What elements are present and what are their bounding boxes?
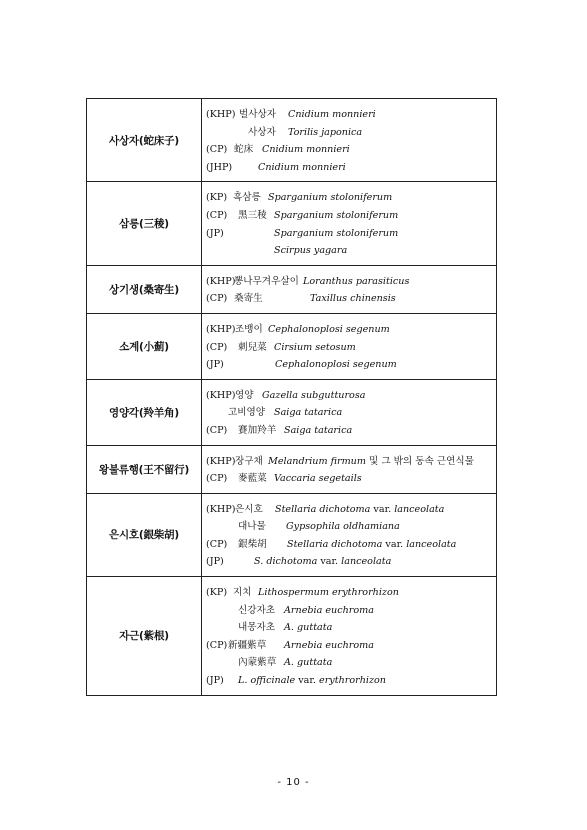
scientific-name-part: Cnidium monnieri [288, 109, 376, 120]
pharmacopoeia-code: (JP) [206, 359, 224, 371]
herb-table-body [87, 99, 497, 696]
scientific-name-part: Vaccaria segetails [274, 473, 362, 485]
scientific-name-part: Saiga tatarica [274, 407, 343, 419]
source-cell [202, 445, 497, 493]
scientific-name [274, 339, 356, 357]
source-line [202, 422, 496, 440]
pharmacopoeia-code: (CP) [206, 538, 228, 550]
pharmacopoeia-code: (KHP) [206, 275, 236, 287]
source-line [202, 339, 496, 357]
source-cell [202, 379, 497, 445]
scientific-name [238, 672, 386, 690]
pharmacopoeia-code: (KP) [206, 587, 228, 599]
local-name: 桑寄生 [234, 293, 263, 305]
scientific-name-part: Scirpus yagara [274, 245, 348, 257]
local-name: 조뱅이 [235, 323, 263, 335]
scientific-name-part: Saiga tatarica [284, 424, 353, 436]
scientific-name-part: L. officinale [238, 675, 296, 687]
pharmacopoeia-code: (CP) [206, 209, 228, 221]
scientific-name-part: Torilis japonica [288, 126, 363, 138]
local-name: 사상자 [248, 126, 276, 138]
local-name: 新疆紫草 [228, 639, 267, 651]
herb-name-cell [87, 99, 202, 182]
source-cell [202, 265, 497, 313]
source-line [202, 124, 496, 142]
pharmacopoeia-code: (KHP) [206, 323, 236, 335]
scientific-name-part: Stellaria dichotoma [275, 503, 371, 515]
pharmacopoeia-code: (JHP) [206, 161, 233, 173]
local-name: 고비영양 [228, 407, 266, 419]
source-line [202, 404, 496, 422]
local-name: 신강자초 [238, 604, 276, 616]
local-name: 內蒙紫草 [238, 657, 277, 669]
pharmacopoeia-code: (KHP) [206, 389, 236, 401]
local-name: 내몽자초 [238, 622, 276, 634]
local-name: 銀柴胡 [238, 538, 267, 550]
scientific-name-part: Gazella subgutturosa [262, 389, 366, 401]
scientific-name [310, 290, 396, 308]
scientific-name [274, 470, 362, 488]
pharmacopoeia-code: (CP) [206, 144, 228, 156]
scientific-name [284, 637, 374, 655]
scientific-name [288, 124, 362, 142]
scientific-name-part: 및 그 밖의 동속 근연식물 [365, 455, 474, 467]
scientific-name [288, 106, 376, 124]
source-line [202, 159, 496, 177]
table-row [87, 445, 497, 493]
pharmacopoeia-code: (JP) [206, 227, 224, 239]
source-line [202, 356, 496, 374]
source-line [202, 225, 496, 243]
scientific-name-part: lanceolata [394, 503, 445, 515]
herb-name-cell [87, 379, 202, 445]
pharmacopoeia-code: (CP) [206, 639, 228, 651]
local-name: 흑삼릉 [233, 192, 261, 204]
pharmacopoeia-code: (KHP) [206, 109, 236, 120]
pharmacopoeia-code: (KHP) [206, 455, 236, 467]
source-cell [202, 313, 497, 379]
source-line [202, 654, 496, 672]
local-name: 대나물 [238, 521, 266, 533]
table-row [87, 182, 497, 265]
table-row [87, 493, 497, 576]
source-line [202, 387, 496, 405]
herb-name: 왕불류행(王不留行) [98, 463, 190, 476]
local-name: 지치 [233, 587, 252, 599]
local-name: 賽加羚羊 [238, 424, 277, 436]
source-line [202, 553, 496, 571]
source-line [202, 672, 496, 690]
local-name: 은시호 [235, 503, 263, 515]
scientific-name [287, 536, 456, 554]
scientific-name-part: Sparganium stoloniferum [268, 192, 393, 204]
local-name: 영양 [235, 389, 254, 401]
pharmacopoeia-code: (JP) [206, 675, 224, 687]
pharmacopoeia-code: (JP) [206, 556, 224, 568]
scientific-name-part: Arnebia euchroma [284, 604, 374, 616]
local-name: 뽕나무겨우살이 [234, 275, 299, 287]
herb-name: 사상자(蛇床子) [109, 134, 179, 147]
source-line [202, 207, 496, 225]
source-line [202, 501, 496, 519]
scientific-name-part: var. [370, 503, 395, 515]
scientific-name-part: Gypsophila oldhamiana [286, 521, 400, 533]
local-name: 麥藍菜 [238, 473, 267, 485]
herb-name: 영양각(羚羊角) [109, 406, 179, 419]
herb-name-cell [87, 313, 202, 379]
source-line [202, 470, 496, 488]
herb-name: 자근(紫根) [119, 630, 169, 643]
scientific-name [274, 207, 398, 225]
scientific-name [274, 404, 342, 422]
scientific-name [303, 273, 409, 291]
pharmacopoeia-code: (KP) [206, 192, 228, 204]
herb-name-cell [87, 493, 202, 576]
scientific-name-part: Stellaria dichotoma [287, 538, 383, 550]
scientific-name [284, 619, 332, 637]
pharmacopoeia-code: (CP) [206, 293, 228, 305]
table-row [87, 379, 497, 445]
scientific-name-part: lanceolata [406, 538, 457, 550]
local-name: 장구채 [235, 455, 263, 467]
scientific-name [274, 242, 347, 260]
source-line [202, 536, 496, 554]
source-line [202, 290, 496, 308]
source-line [202, 106, 496, 124]
scientific-name [274, 225, 398, 243]
table-row [87, 265, 497, 313]
scientific-name-part: lanceolata [341, 556, 392, 568]
scientific-name-part: Cnidium monnieri [258, 161, 346, 173]
scientific-name [284, 602, 374, 620]
herb-name: 소계(小薊) [119, 340, 169, 353]
scientific-name-part: var. [295, 675, 320, 687]
source-line [202, 189, 496, 207]
herb-name-cell [87, 445, 202, 493]
herb-source-table [86, 98, 497, 696]
scientific-name-part: S. dichotoma [254, 556, 318, 568]
scientific-name [268, 453, 474, 471]
scientific-name [284, 654, 332, 672]
scientific-name-part: Sparganium stoloniferum [274, 227, 399, 239]
scientific-name-part: Sparganium stoloniferum [274, 209, 399, 221]
source-line [202, 619, 496, 637]
scientific-name [258, 159, 346, 177]
scientific-name-part: A. guttata [284, 622, 333, 634]
table-row [87, 577, 497, 696]
local-name: 벌사상자 [239, 109, 277, 120]
source-line [202, 584, 496, 602]
scientific-name [268, 321, 390, 339]
herb-name: 은시호(銀柴胡) [109, 529, 179, 542]
scientific-name [284, 422, 352, 440]
source-cell [202, 577, 497, 696]
scientific-name [262, 387, 365, 405]
scientific-name [275, 356, 397, 374]
scientific-name-part: Loranthus parasiticus [303, 275, 410, 287]
scientific-name-part: Cnidium monnieri [262, 144, 350, 156]
scientific-name [258, 584, 399, 602]
scientific-name [262, 141, 350, 159]
herb-name-cell [87, 182, 202, 265]
scientific-name [254, 553, 391, 571]
pharmacopoeia-code: (CP) [206, 473, 228, 485]
source-line [202, 518, 496, 536]
source-line [202, 602, 496, 620]
herb-name-cell [87, 265, 202, 313]
scientific-name-part: Melandrium firmum [268, 455, 366, 467]
source-line [202, 273, 496, 291]
local-name: 刺兒菜 [238, 341, 267, 353]
scientific-name-part: Arnebia euchroma [284, 639, 374, 651]
scientific-name-part: Lithospermum erythrorhizon [258, 587, 399, 599]
herb-name: 삼릉(三稜) [119, 218, 169, 231]
source-line [202, 242, 496, 260]
scientific-name-part: Cephalonoplosi segenum [275, 359, 397, 371]
local-name: 黑三稜 [238, 209, 267, 221]
source-cell [202, 493, 497, 576]
scientific-name-part: A. guttata [284, 657, 333, 669]
table-row [87, 313, 497, 379]
source-line [202, 637, 496, 655]
scientific-name-part: erythrorhizon [319, 675, 386, 687]
table-row [87, 99, 497, 182]
local-name: 蛇床 [234, 144, 254, 156]
source-cell [202, 99, 497, 182]
pharmacopoeia-code: (CP) [206, 341, 228, 353]
scientific-name [286, 518, 400, 536]
scientific-name-part: Cephalonoplosi segenum [268, 323, 390, 335]
source-line [202, 453, 496, 471]
source-line [202, 141, 496, 159]
scientific-name [275, 501, 444, 519]
pharmacopoeia-code: (KHP) [206, 503, 236, 515]
herb-name: 상기생(桑寄生) [109, 283, 179, 296]
scientific-name [268, 189, 392, 207]
page-number: - 10 - [277, 777, 310, 788]
source-cell [202, 182, 497, 265]
source-line [202, 321, 496, 339]
scientific-name-part: var. [317, 556, 342, 568]
scientific-name-part: Cirsium setosum [274, 341, 356, 353]
pharmacopoeia-code: (CP) [206, 424, 228, 436]
scientific-name-part: Taxillus chinensis [310, 293, 396, 305]
scientific-name-part: var. [382, 538, 407, 550]
herb-name-cell [87, 577, 202, 696]
